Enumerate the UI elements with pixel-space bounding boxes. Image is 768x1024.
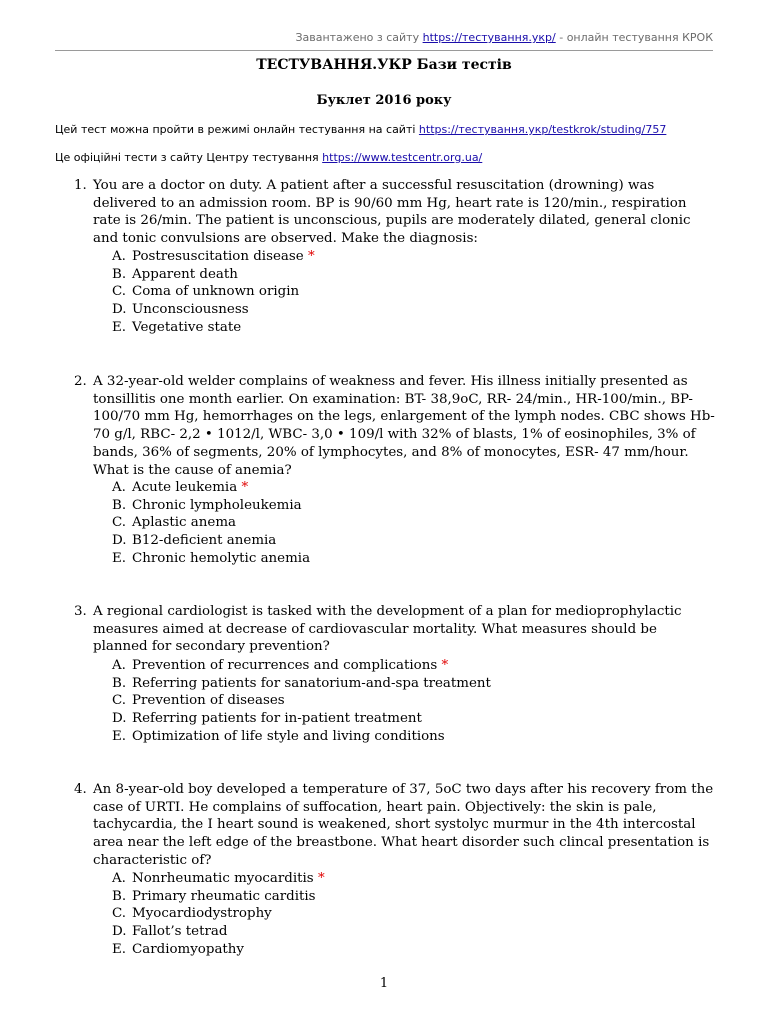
document-subtitle: Буклет 2016 року bbox=[316, 93, 452, 108]
official-tests-info bbox=[55, 151, 482, 164]
official-tests-text: Це офіційні тести з сайту Центру тестування bbox=[55, 151, 323, 164]
online-test-text: Цей тест можна пройти в режимі онлайн тестування на сайті bbox=[55, 123, 419, 136]
option-text: Acute leukemia * bbox=[132, 480, 249, 495]
option-letter: C. bbox=[112, 284, 127, 300]
option-letter: B. bbox=[112, 888, 127, 904]
note-suffix: - онлайн тестування КРОК bbox=[555, 31, 713, 44]
site-link[interactable]: https://тестування.укр/ bbox=[422, 31, 556, 44]
question-number: 2. bbox=[74, 374, 87, 389]
download-source-note bbox=[295, 31, 713, 44]
option-text: B12-deficient anemia bbox=[132, 533, 277, 549]
option-text: Referring patients for in-patient treatment bbox=[132, 711, 422, 727]
page-number: 1 bbox=[379, 976, 389, 991]
option-letter: E. bbox=[112, 550, 127, 566]
testcentr-link[interactable]: https://www.testcentr.org.ua/ bbox=[322, 151, 483, 164]
option-text: Postresuscitation disease * bbox=[132, 249, 315, 264]
question-text: You are a doctor on duty. A patient after a successful resuscitation (drowning) was delivered to an admission room. BP is 90/60 mm Hg, heart rate is 120/min., respiration rate is 26/min. The patient is unconscious, pupils are moderately dilated, general clonic and tonic convulsions are observed. Make the diagnosis: bbox=[93, 178, 691, 247]
question-text: An 8-year-old boy developed a temperature of 37, 5oC two days after his recovery from the case of URTI. He complains of suffocation, heart pain. Objectively: the skin is pale, tachycardia, the I heart sound is weakened, short systolyc murmur in the 4th intercostal area near the left edge of the breastbone. What heart disorder such clincal presentation is characteristic of? bbox=[93, 782, 714, 868]
header-divider bbox=[55, 50, 713, 51]
option-text: Coma of unknown origin bbox=[132, 284, 300, 300]
option-letter: D. bbox=[112, 924, 127, 940]
question-number: 4. bbox=[74, 782, 87, 797]
option-text: Chronic hemolytic anemia bbox=[132, 550, 311, 566]
option-letter: D. bbox=[112, 711, 127, 727]
question-text: A 32-year-old welder complains of weakness and fever. His illness initially presented as tonsillitis one month earlier. On examination: BT- 38,9oC, RR- 24/min., HR-100/min., BP- 100/70 mm Hg, hemorrhages on the legs, enlargement of the lymph nodes. CBC shows Hb- 70 g/l, RBC- 2,2 • 1012/l, WBC- 3,0 • 109/l with 32% of blasts, 1% of eosinophiles, 3% of bands, 36% of segments, 20% of lymphocytes, and 8% of monocytes, ESR- 47 mm/hour. What is the cause of anemia? bbox=[93, 374, 715, 478]
online-test-info bbox=[55, 123, 666, 136]
option-letter: D. bbox=[112, 533, 127, 549]
option-text: Aplastic anema bbox=[132, 515, 237, 531]
option-text: Chronic lympholeukemia bbox=[132, 497, 302, 513]
option-text: Prevention of diseases bbox=[132, 693, 285, 709]
correct-answer-marker: * bbox=[317, 871, 325, 886]
option-text: Prevention of recurrences and complications * bbox=[132, 658, 449, 673]
option-text: Apparent death bbox=[132, 266, 238, 282]
question-number: 3. bbox=[74, 604, 87, 619]
option-letter: B. bbox=[112, 675, 127, 691]
option-text: Vegetative state bbox=[132, 319, 242, 335]
option-letter: A. bbox=[112, 249, 126, 264]
option-letter: E. bbox=[112, 319, 127, 335]
option-text: Referring patients for sanatorium-and-spa treatment bbox=[132, 675, 491, 691]
question-number: 1. bbox=[74, 178, 87, 193]
correct-answer-marker: * bbox=[241, 480, 249, 495]
option-letter: B. bbox=[112, 266, 127, 282]
correct-answer-marker: * bbox=[307, 249, 315, 264]
option-text: Unconsciousness bbox=[132, 302, 249, 318]
question-text: A regional cardiologist is tasked with the development of a plan for medioprophylactic measures aimed at decrease of cardiovascular mortality. What measures should be planned for secondary prevention? bbox=[93, 604, 682, 655]
option-letter: E. bbox=[112, 941, 127, 957]
option-text: Nonrheumatic myocarditis * bbox=[132, 871, 325, 886]
option-letter: A. bbox=[112, 871, 126, 886]
option-text: Fallot’s tetrad bbox=[132, 924, 228, 940]
document-title: ТЕСТУВАННЯ.УКР Бази тестів bbox=[256, 57, 512, 73]
option-letter: E. bbox=[112, 728, 127, 744]
option-text: Optimization of life style and living conditions bbox=[132, 728, 445, 744]
option-letter: C. bbox=[112, 906, 127, 922]
option-letter: C. bbox=[112, 515, 127, 531]
option-letter: B. bbox=[112, 497, 127, 513]
option-letter: A. bbox=[112, 480, 126, 495]
option-text: Myocardiodystrophy bbox=[132, 906, 272, 922]
option-text: Primary rheumatic carditis bbox=[132, 888, 316, 904]
option-text: Cardiomyopathy bbox=[132, 941, 244, 957]
option-letter: A. bbox=[112, 658, 126, 673]
option-letter: C. bbox=[112, 693, 127, 709]
note-prefix: Завантажено з сайту bbox=[295, 31, 423, 44]
option-letter: D. bbox=[112, 302, 127, 318]
correct-answer-marker: * bbox=[441, 658, 449, 673]
online-test-link[interactable]: https://тестування.укр/testkrok/studing/757 bbox=[418, 123, 667, 136]
